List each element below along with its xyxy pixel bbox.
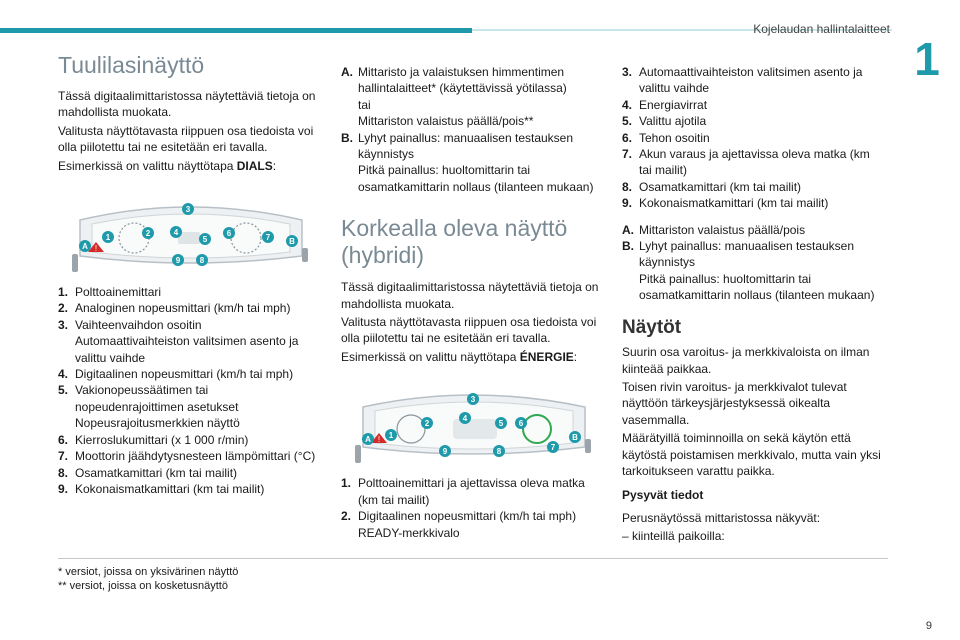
list-item: 1. Polttoainemittari ja ajettavissa oleva matka (km tai mailit) — [341, 476, 585, 507]
intro-para: Tässä digitaalimittaristossa näytettäviä tietoja on mahdollista muokata. — [58, 89, 316, 120]
callout-label: 9 — [175, 256, 181, 266]
left-control-stalk — [72, 254, 78, 272]
example-line: Esimerkissä on valittu näyttötapa DIALS: — [58, 158, 277, 173]
callout-label: B — [289, 237, 295, 247]
body-para: – kiinteillä paikoilla: — [622, 529, 725, 544]
example-line: Esimerkissä on valittu näyttötapa ÉNERGIE: — [341, 349, 578, 364]
instrument-cluster-diagram-energy — [341, 377, 603, 465]
callout-label: 8 — [199, 256, 205, 266]
list-item: 2. Digitaalinen nopeusmittari (km/h tai mph) READY-merkkivalo — [341, 509, 577, 540]
callout-label: 3 — [185, 205, 191, 215]
section-title-windscreen: Tuulilasinäyttö — [58, 52, 205, 78]
list-item: 4. Energiavirrat — [622, 97, 708, 112]
cluster-dials-illustration — [58, 186, 320, 274]
page-number: 9 — [925, 620, 932, 632]
callout-label: 3 — [470, 395, 476, 405]
callout-label: 9 — [442, 447, 448, 457]
intro-para: Valitusta näyttötavasta riippuen osa tiedoista voi olla piilotettu tai ne esitetään eri tavalla. — [58, 123, 314, 155]
footnote: * versiot, joissa on yksivärinen näyttö — [58, 566, 239, 578]
column-1 — [58, 52, 320, 497]
right-control-button — [302, 248, 308, 262]
svg-text:!: ! — [377, 435, 381, 445]
section-title-hybrid-display: Korkealla oleva näyttö (hybridi) — [341, 215, 568, 269]
list-item: A. Mittaristo ja valaistuksen himmentimen hallintalaitteet* (käytettävissä yötilassa) tai Mittariston valaistus päällä/pois** — [341, 65, 567, 129]
body-para: Perusnäytössä mittaristossa näkyvät: — [622, 510, 821, 525]
callout-label: 2 — [424, 419, 430, 429]
list-item: A. Mittariston valaistus päällä/pois — [622, 222, 806, 237]
column-3 — [622, 52, 884, 547]
callout-label: 1 — [388, 431, 394, 441]
list-item: B. Lyhyt painallus: manuaalisen testauksen käynnistys Pitkä painallus: huoltomittarin tai osamatkamittarin nollaus (tilanteen mukaan) — [341, 130, 594, 194]
body-para: Määrätyillä toiminnoilla on sekä käytön että käytöstä poistamisen merkkivalo, mutta vain yksi tarkoitukseen varattu paikka. — [622, 431, 881, 478]
legend-list-energy-cont — [622, 64, 884, 212]
intro-para: Tässä digitaalimittaristossa näytettäviä tietoja on mahdollista muokata. — [341, 280, 599, 311]
legend-list-ab — [341, 64, 603, 195]
body-para: Toisen rivin varoitus- ja merkkivalot tulevat näyttöön tärkeysjärjestyksessä oikealta vasemmalla. — [622, 379, 847, 427]
callout-label: 8 — [496, 447, 502, 457]
header-accent-bar — [0, 28, 472, 33]
callout-label: 5 — [202, 235, 208, 245]
intro-para: Valitusta näyttötavasta riippuen osa tiedoista voi olla piilotettu tai ne esitetään eri tavalla. — [341, 315, 597, 346]
chapter-number: 1 — [914, 33, 940, 85]
list-item: 7. Moottorin jäähdytysnesteen lämpömittari (°C) — [58, 449, 316, 464]
callout-label: A — [365, 435, 371, 445]
running-title: Kojelaudan hallintalaitteet — [753, 22, 890, 36]
list-item: 8. Osamatkamittari (km tai mailit) — [622, 179, 802, 194]
left-control-stalk — [355, 445, 361, 463]
list-item: 8. Osamatkamittari (km tai mailit) — [58, 465, 238, 480]
callout-label: 4 — [173, 228, 179, 238]
callout-label: 5 — [498, 419, 504, 429]
callout-label: 2 — [145, 229, 151, 239]
list-item: 9. Kokonaismatkamittari (km tai mailit) — [622, 196, 829, 211]
callout-label: 4 — [462, 414, 468, 424]
callout-label: 7 — [550, 443, 556, 453]
callout-label: 6 — [518, 419, 524, 429]
list-item: 3. Vaihteenvaihdon osoitin Automaattivaihteiston valitsimen asento ja valittu vaihde — [58, 317, 299, 365]
callout-label: 7 — [265, 233, 271, 243]
section-title-displays: Näytöt — [622, 316, 682, 338]
callout-label: B — [572, 433, 578, 443]
callout-label: A — [82, 242, 88, 252]
legend-list-dials — [58, 284, 320, 497]
list-item: 1. Polttoainemittari — [58, 285, 162, 300]
list-item: B. Lyhyt painallus: manuaalisen testauksen käynnistys Pitkä painallus: huoltomittarin tai osamatkamittarin nollaus (tilanteen mukaan) — [622, 239, 875, 303]
list-item: 6. Tehon osoitin — [622, 130, 710, 145]
list-item: 7. Akun varaus ja ajettavissa oleva matka (km tai mailit) — [622, 147, 870, 178]
list-item: 4. Digitaalinen nopeusmittari (km/h tai mph) — [58, 367, 294, 382]
legend-list-ab-hybrid — [622, 222, 884, 304]
list-item: 2. Analoginen nopeusmittari (km/h tai mph) — [58, 301, 291, 316]
cluster-energy-illustration — [341, 377, 603, 465]
subheading-permanent-info: Pysyvät tiedot — [622, 488, 704, 503]
column-2 — [341, 52, 603, 541]
mode-name: DIALS — [236, 158, 273, 173]
body-para: Suurin osa varoitus- ja merkkivaloista on ilman kiinteää paikkaa. — [622, 345, 870, 376]
list-item: 3. Automaattivaihteiston valitsimen asento ja valittu vaihde — [622, 65, 863, 96]
instrument-cluster-diagram-dials — [58, 186, 320, 274]
footnotes — [58, 558, 888, 593]
footnote: ** versiot, joissa on kosketusnäyttö — [58, 580, 228, 592]
callout-label: 1 — [105, 233, 111, 243]
right-control-button — [585, 439, 591, 453]
list-item: 6. Kierroslukumittari (x 1 000 r/min) — [58, 432, 249, 447]
list-item: 5. Valittu ajotila — [622, 114, 707, 129]
svg-text:!: ! — [94, 244, 98, 254]
legend-list-energy — [341, 475, 603, 541]
list-item: 5. Vakionopeussäätimen tai nopeudenrajoittimen asetukset Nopeusrajoitusmerkkien näyttö — [58, 383, 240, 431]
list-item: 9. Kokonaismatkamittari (km tai mailit) — [58, 481, 265, 496]
mode-name: ÉNERGIE — [519, 349, 574, 364]
energy-flow-box — [453, 419, 497, 439]
callout-label: 6 — [226, 229, 232, 239]
